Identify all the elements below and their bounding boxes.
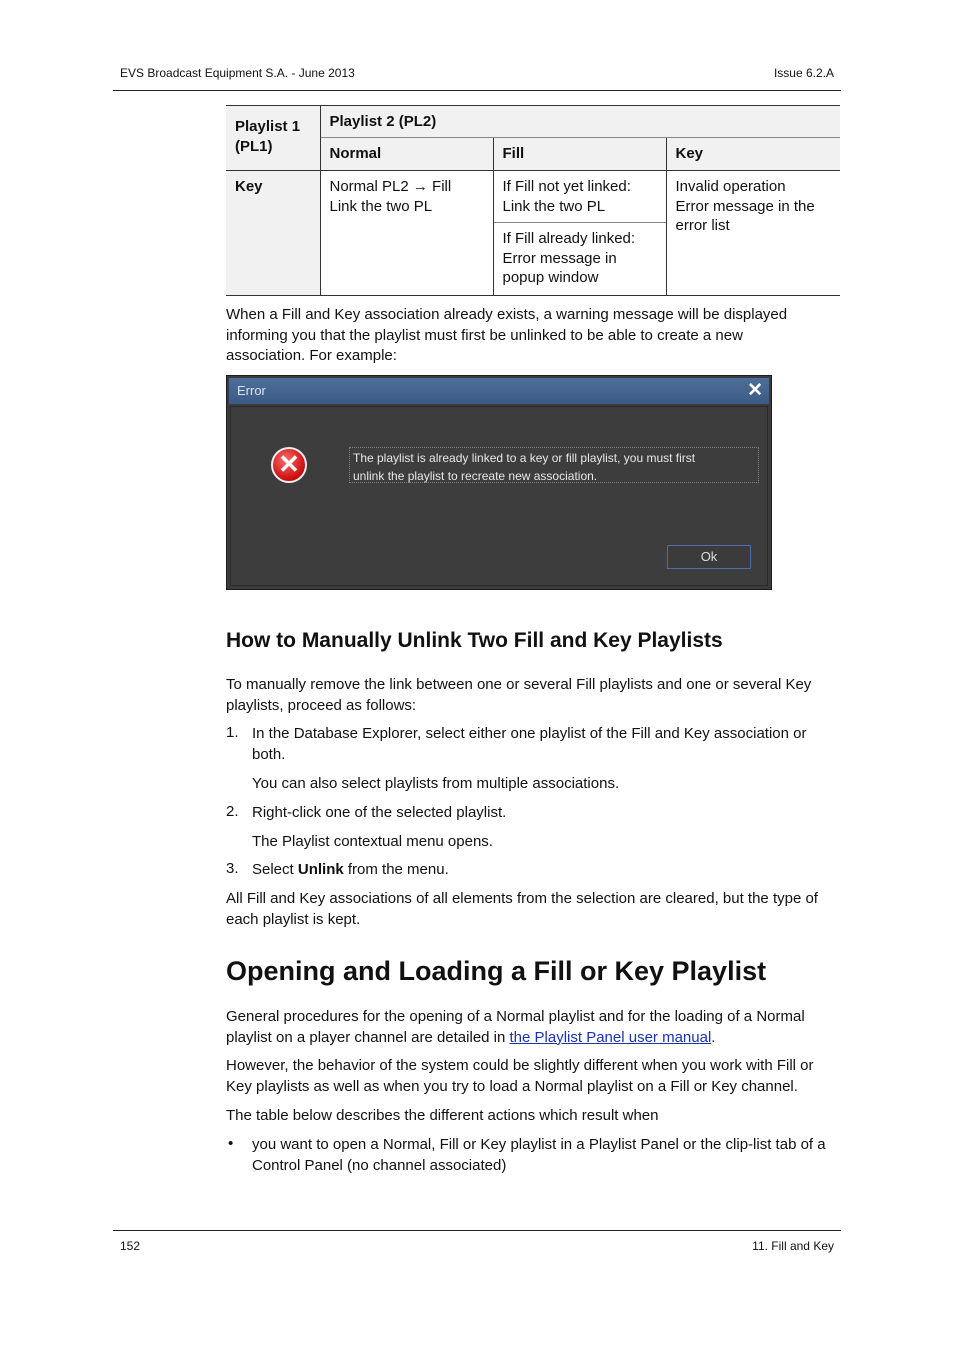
cell-fill-a — [493, 171, 666, 223]
intro-paragraph — [226, 305, 840, 367]
sub-header-normal: Normal — [320, 138, 493, 171]
dialog-title: Error — [237, 383, 266, 398]
section-intro-line: To manually remove the link between one or several Fill playlists and one or several Key — [226, 676, 812, 693]
close-icon[interactable]: ✕ — [747, 380, 763, 401]
section-heading: How to Manually Unlink Two Fill and Key Playlists — [226, 629, 723, 652]
intro-line: When a Fill and Key association already exists, a warning message will be displayed — [226, 306, 788, 323]
main-paragraph-1 — [226, 1007, 840, 1048]
main-para1-line2 — [226, 1028, 840, 1049]
step-3-bold: Unlink — [297, 861, 344, 878]
header-rule — [113, 90, 841, 91]
sub-header-fill: Fill — [493, 138, 666, 171]
step-1-text — [252, 724, 842, 765]
cell-fill-b — [493, 223, 666, 296]
playlist-panel-manual-link[interactable]: the Playlist Panel user manual — [509, 1028, 712, 1046]
main-para1-pre: playlist on a player channel are detailed in — [226, 1028, 510, 1046]
main-para1-line1: General procedures for the opening of a Normal playlist and for the loading of a Normal — [226, 1008, 805, 1025]
link-matrix-table — [226, 105, 840, 296]
section-outro — [226, 889, 840, 930]
dialog-title-bar — [229, 378, 769, 404]
step-2-text: Right-click one of the selected playlist. — [252, 804, 507, 821]
cell-fill-a-line1: If Fill not yet linked: — [502, 178, 631, 195]
step-3-text — [252, 860, 842, 881]
step-2-note: The Playlist contextual menu opens. — [252, 833, 493, 850]
dialog-body — [230, 406, 768, 586]
step-3-number: 3. — [226, 860, 239, 877]
main-para1-post: . — [711, 1028, 716, 1046]
bullet-text — [252, 1135, 842, 1176]
row-label: Key — [226, 171, 320, 296]
footer-rule — [113, 1230, 841, 1231]
step-3-post: from the menu. — [343, 861, 449, 878]
main-paragraph-2 — [226, 1056, 840, 1097]
step-1-line1: In the Database Explorer, select either one playlist of the Fill and Key association or — [252, 725, 807, 742]
error-dialog — [226, 375, 772, 590]
dialog-message — [349, 447, 759, 483]
cell-normal-line1: Normal PL2 → Fill — [329, 178, 452, 195]
main-paragraph-3: The table below describes the different actions which result when — [226, 1107, 659, 1124]
dialog-message-line1: The playlist is already linked to a key or fill playlist, you must first — [353, 451, 696, 465]
intro-line: association. For example: — [226, 347, 397, 364]
chapter-label: 11. Fill and Key — [752, 1239, 834, 1253]
bullet-glyph: • — [228, 1135, 234, 1152]
cell-key-line2: Error message in the — [675, 197, 815, 215]
main-para2-line: Key playlists as well as when you try to load a Normal playlist on a Fill or Key channel. — [226, 1077, 798, 1095]
col1-header-line1: Playlist 1 — [235, 118, 301, 135]
col1-header-line2: (PL1) — [235, 137, 273, 155]
step-1-number: 1. — [226, 724, 239, 741]
cell-fill-b-line3: popup window — [502, 269, 599, 286]
step-1-line2: both. — [252, 745, 286, 763]
sub-header-key: Key — [666, 138, 840, 171]
header-left: EVS Broadcast Equipment S.A. - June 2013 — [120, 66, 355, 80]
cell-fill-b-line1: If Fill already linked: — [502, 230, 636, 247]
cell-key-line1: Invalid operation — [675, 178, 786, 195]
intro-line: informing you that the playlist must first be unlinked to be able to create a new — [226, 326, 743, 344]
section-intro-line: playlists, proceed as follows: — [226, 696, 417, 714]
cell-key — [666, 171, 840, 296]
cell-fill-a-line2: Link the two PL — [502, 197, 606, 215]
step-3-pre: Select — [252, 861, 298, 878]
step-2-number: 2. — [226, 803, 239, 820]
section-intro — [226, 675, 840, 716]
bullet-line1: you want to open a Normal, Fill or Key playlist in a Playlist Panel or the clip-list tab of a — [252, 1136, 826, 1153]
dialog-message-line2: unlink the playlist to recreate new association. — [353, 469, 598, 483]
ok-button[interactable]: Ok — [667, 545, 751, 569]
col1-header — [226, 106, 320, 171]
main-para2-line: However, the behavior of the system could be slightly different when you work with Fill or — [226, 1057, 814, 1074]
section-outro-line: each playlist is kept. — [226, 910, 361, 928]
cell-key-line3: error list — [675, 217, 730, 234]
cell-normal-line2: Link the two PL — [329, 197, 433, 215]
group-header: Playlist 2 (PL2) — [320, 106, 840, 138]
error-icon: ✕ — [271, 447, 307, 483]
bullet-line2: Control Panel (no channel associated) — [252, 1156, 507, 1174]
cell-normal — [320, 171, 493, 296]
step-1-note: You can also select playlists from multiple associations. — [252, 775, 620, 792]
cell-fill-b-line2: Error message in — [502, 249, 617, 267]
section-outro-line: All Fill and Key associations of all elements from the selection are cleared, but the type of — [226, 890, 818, 907]
main-heading: Opening and Loading a Fill or Key Playlist — [226, 956, 767, 986]
page-number: 152 — [120, 1239, 141, 1253]
header-right: Issue 6.2.A — [773, 66, 834, 80]
